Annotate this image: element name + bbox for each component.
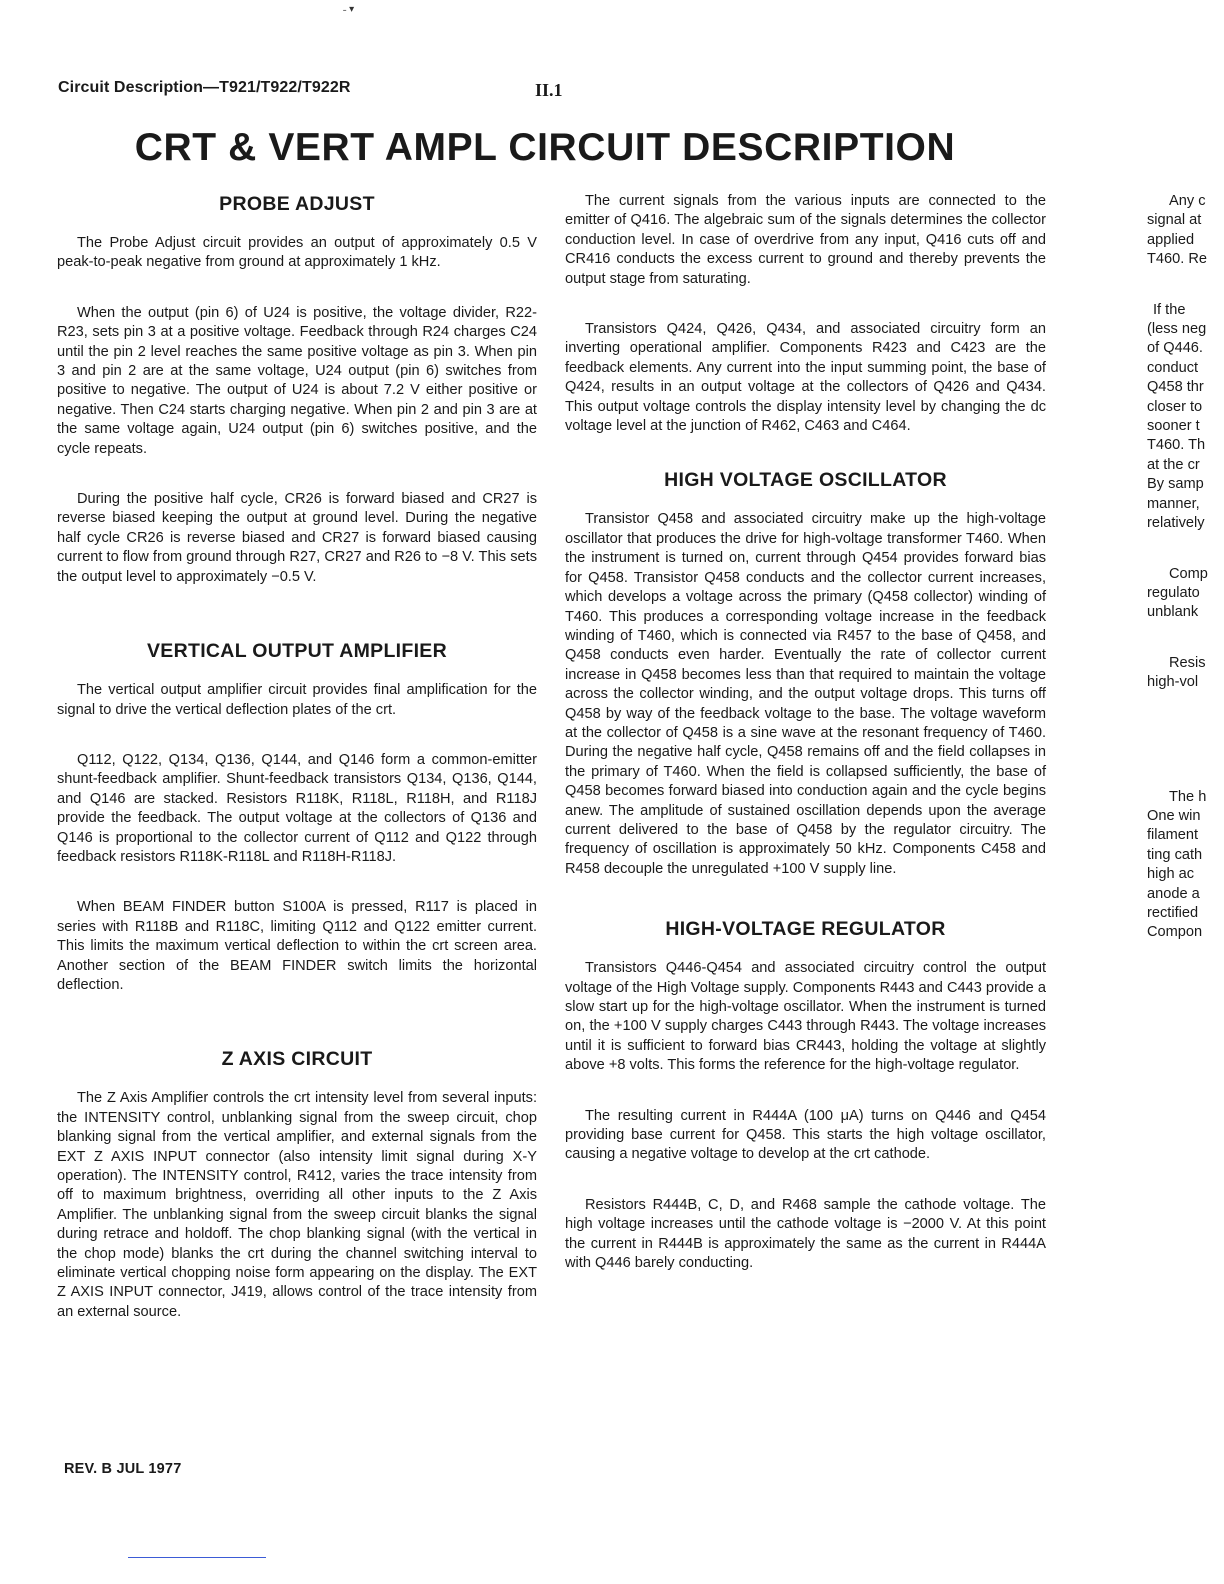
paragraph: During the positive half cycle, CR26 is forward biased and CR27 is reverse biased keeping the output at ground level. During the negative half cycle CR26 is reverse biased and CR27 is forward biased causing current to flow from ground through R27, CR27 and R26 to −8 V. This sets the output level to approximately −0.5 V.: [57, 491, 537, 585]
fragment-line: T460. Re: [1147, 251, 1208, 268]
fragment-line: If the: [1153, 301, 1186, 318]
paragraph: The resulting current in R444A (100 μA) turns on Q446 and Q454 providing base current for Q458. This starts the high voltage oscillator, causing a negative voltage to develop at the crt cathode.: [565, 1107, 1046, 1163]
fragment-line: Resis: [1169, 654, 1206, 671]
fragment-line: signal at: [1147, 212, 1202, 229]
paragraph: When the output (pin 6) of U24 is positive, the voltage divider, R22-R23, sets pin 3 at a positive voltage. Feedback through R24 charges C24 until the pin 2 level reaches the same positive voltage as pin 3. When pin 3 and pin 2 are at the same voltage, U24 output (pin 6) switches from positive to negative. The output of U24 is about 7.2 V either positive or negative. Then C24 starts charging negative. When pin 2 and pin 3 are at the same voltage again, U24 output (pin 6) switches positive, and the cycle repeats.: [57, 304, 537, 457]
fragment-line: manner,: [1147, 495, 1200, 512]
fragment-line: unblank: [1147, 604, 1199, 621]
fragment-line: T460. Th: [1147, 437, 1206, 454]
column-right-cropped: [1147, 192, 1224, 943]
fragment-line: rectified: [1147, 904, 1199, 921]
fragment-line: ting cath: [1147, 846, 1203, 863]
fragment-line: regulato: [1147, 584, 1200, 601]
fragment-line: Comp: [1169, 565, 1208, 582]
fragment-line: Any c: [1169, 193, 1206, 209]
fragment-line: closer to: [1147, 398, 1203, 415]
heading-z-axis-circuit: Z AXIS CIRCUIT: [221, 1048, 373, 1071]
fragment-block-3: [1147, 565, 1224, 623]
paragraph: Transistors Q424, Q426, Q434, and associated circuitry form an inverting operational amplifier. Components R423 and C423 are the feedback elements. Any current into the input summing point, the base of Q424, results in an output voltage at the collectors of Q426 and Q434. This output voltage controls the display intensity level by changing the dc voltage level at the junction of R462, C463 and C464.: [565, 321, 1046, 435]
paragraph: The vertical output amplifier circuit provides final amplification for the signal to drive the vertical deflection plates of the crt.: [57, 682, 537, 718]
section-number: II.1: [535, 80, 563, 100]
paragraph: Q112, Q122, Q134, Q136, Q144, and Q146 form a common-emitter shunt-feedback amplifier. Shunt-feedback transistors Q134, Q136, Q144, and Q146 are stacked. Resistors R118K, R118L, R118H, and R118J provide the feedback. The output voltage at the collectors of Q136 and Q146 is proportional to the collector current of Q112 and Q122 through feedback resistors R118K-R118L and R118H-R118J.: [57, 751, 537, 865]
fragment-block-4: [1147, 654, 1224, 693]
fragment-line: anode a: [1147, 885, 1200, 902]
paragraph: Transistors Q446-Q454 and associated circuitry control the output voltage of the High Voltage supply. Components R443 and C443 provide a slow start up for the high-voltage oscillator. When the instrument is turned on, the +100 V supply charges C443 through R443. The voltage increases until it is sufficient to forward bias CR443, holding the voltage at slightly above +8 volts. This forms the reference for the high-voltage regulator.: [565, 960, 1046, 1074]
page-title: CRT & VERT AMPL CIRCUIT DESCRIPTION: [134, 126, 956, 169]
column-middle: [565, 192, 1046, 1273]
paragraph: The Probe Adjust circuit provides an output of approximately 0.5 V peak-to-peak negative from ground at approximately 1 kHz.: [57, 235, 537, 271]
fragment-block-1: [1147, 192, 1224, 270]
fragment-line: By samp: [1147, 476, 1204, 493]
fragment-line: sooner t: [1147, 418, 1200, 435]
fragment-line: (less neg: [1147, 321, 1207, 338]
fragment-block-5: [1147, 788, 1224, 943]
heading-probe-adjust: PROBE ADJUST: [219, 193, 375, 215]
paragraph: The current signals from the various inputs are connected to the emitter of Q416. The algebraic sum of the signals determines the collector conduction level. In case of overdrive from any input, Q416 cuts off and CR416 conducts the excess current to ground and thereby prevents the output stage from saturating.: [565, 193, 1046, 287]
fragment-block-2: [1147, 301, 1224, 534]
fragment-line: conduct: [1147, 359, 1199, 376]
fragment-line: relatively: [1147, 515, 1205, 532]
fragment-line: Compon: [1147, 924, 1203, 941]
fragment-line: of Q446.: [1147, 340, 1203, 357]
heading-high-voltage-regulator: HIGH-VOLTAGE REGULATOR: [665, 918, 946, 941]
fragment-line: Q458 thr: [1147, 379, 1204, 396]
fragment-line: high-vol: [1147, 674, 1199, 691]
fragment-line: The h: [1169, 788, 1207, 805]
fragment-line: filament: [1147, 827, 1199, 844]
paragraph: Resistors R444B, C, D, and R468 sample the cathode voltage. The high voltage increases until the cathode voltage is −2000 V. At this point the current in R444B is approximately the same as the current in R444A with Q446 barely conducting.: [565, 1196, 1046, 1272]
column-left: [57, 192, 537, 1322]
fragment-line: One win: [1147, 807, 1201, 824]
paragraph: When BEAM FINDER button S100A is pressed, R117 is placed in series with R118B and R118C, limiting Q112 and Q122 emitter current. This limits the maximum vertical deflection to within the crt screen area. Another section of the BEAM FINDER switch limits the horizontal deflection.: [57, 899, 537, 993]
heading-vertical-output-amplifier: VERTICAL OUTPUT AMPLIFIER: [147, 640, 447, 663]
heading-high-voltage-oscillator: HIGH VOLTAGE OSCILLATOR: [664, 469, 947, 492]
scan-mark: ˗ ▾: [343, 4, 355, 15]
fragment-line: at the cr: [1147, 456, 1200, 473]
revision-footer: REV. B JUL 1977: [64, 1461, 182, 1477]
running-header: Circuit Description—T921/T922/T922R: [58, 79, 351, 96]
divider-line: [128, 1557, 266, 1558]
paragraph: The Z Axis Amplifier controls the crt intensity level from several inputs: the INTENSITY control, unblanking signal from the sweep circuit, chop blanking signal from the vertical amplifier, and external signals from the EXT Z AXIS INPUT connector (also intensity limit signal during X-Y operation). The INTENSITY control, R412, varies the trace intensity from off to maximum brightness, overriding all other inputs to the Z Axis Amplifier. The unblanking signal from the sweep circuit blanks the signal during retrace and holdoff. The chop blanking signal (with the vertical in the chop mode) blanks the crt during the channel switching interval to eliminate vertical chopping noise form appearing on the display. The EXT Z AXIS INPUT connector, J419, allows control of the trace intensity from an external source.: [57, 1090, 537, 1320]
paragraph: Transistor Q458 and associated circuitry make up the high-voltage oscillator that produces the drive for high-voltage transformer T460. When the instrument is turned on, current through Q454 provides forward bias for Q458. Transistor Q458 conducts and the collector current increases, which develops a voltage across the primary (Q458 collector) winding of T460. This produces a corresponding voltage increase in the feedback winding of T460, which is connected via R457 to the base of Q458, and Q458 conducts even harder. Eventually the rate of collector current increase in Q458 becomes less than that required to maintain the voltage across the collector winding, and the output voltage drops. This turns off Q458 by way of the feedback voltage to the base. The voltage waveform at the collector of Q458 is a sine wave at the resonant frequency of T460. During the negative half cycle, Q458 remains off and the field collapses in the primary of T460. When the field is collapsed sufficiently, the base of Q458 becomes forward biased into conduction again and the cycle begins anew. The amplitude of sustained oscillation depends upon the average current delivered to the base of Q458 by the regulator circuitry. The frequency of oscillation is approximately 50 kHz. Components C458 and R458 decouple the unregulated +100 V supply line.: [565, 511, 1046, 877]
fragment-line: high ac: [1147, 866, 1195, 883]
fragment-line: applied: [1147, 231, 1195, 248]
